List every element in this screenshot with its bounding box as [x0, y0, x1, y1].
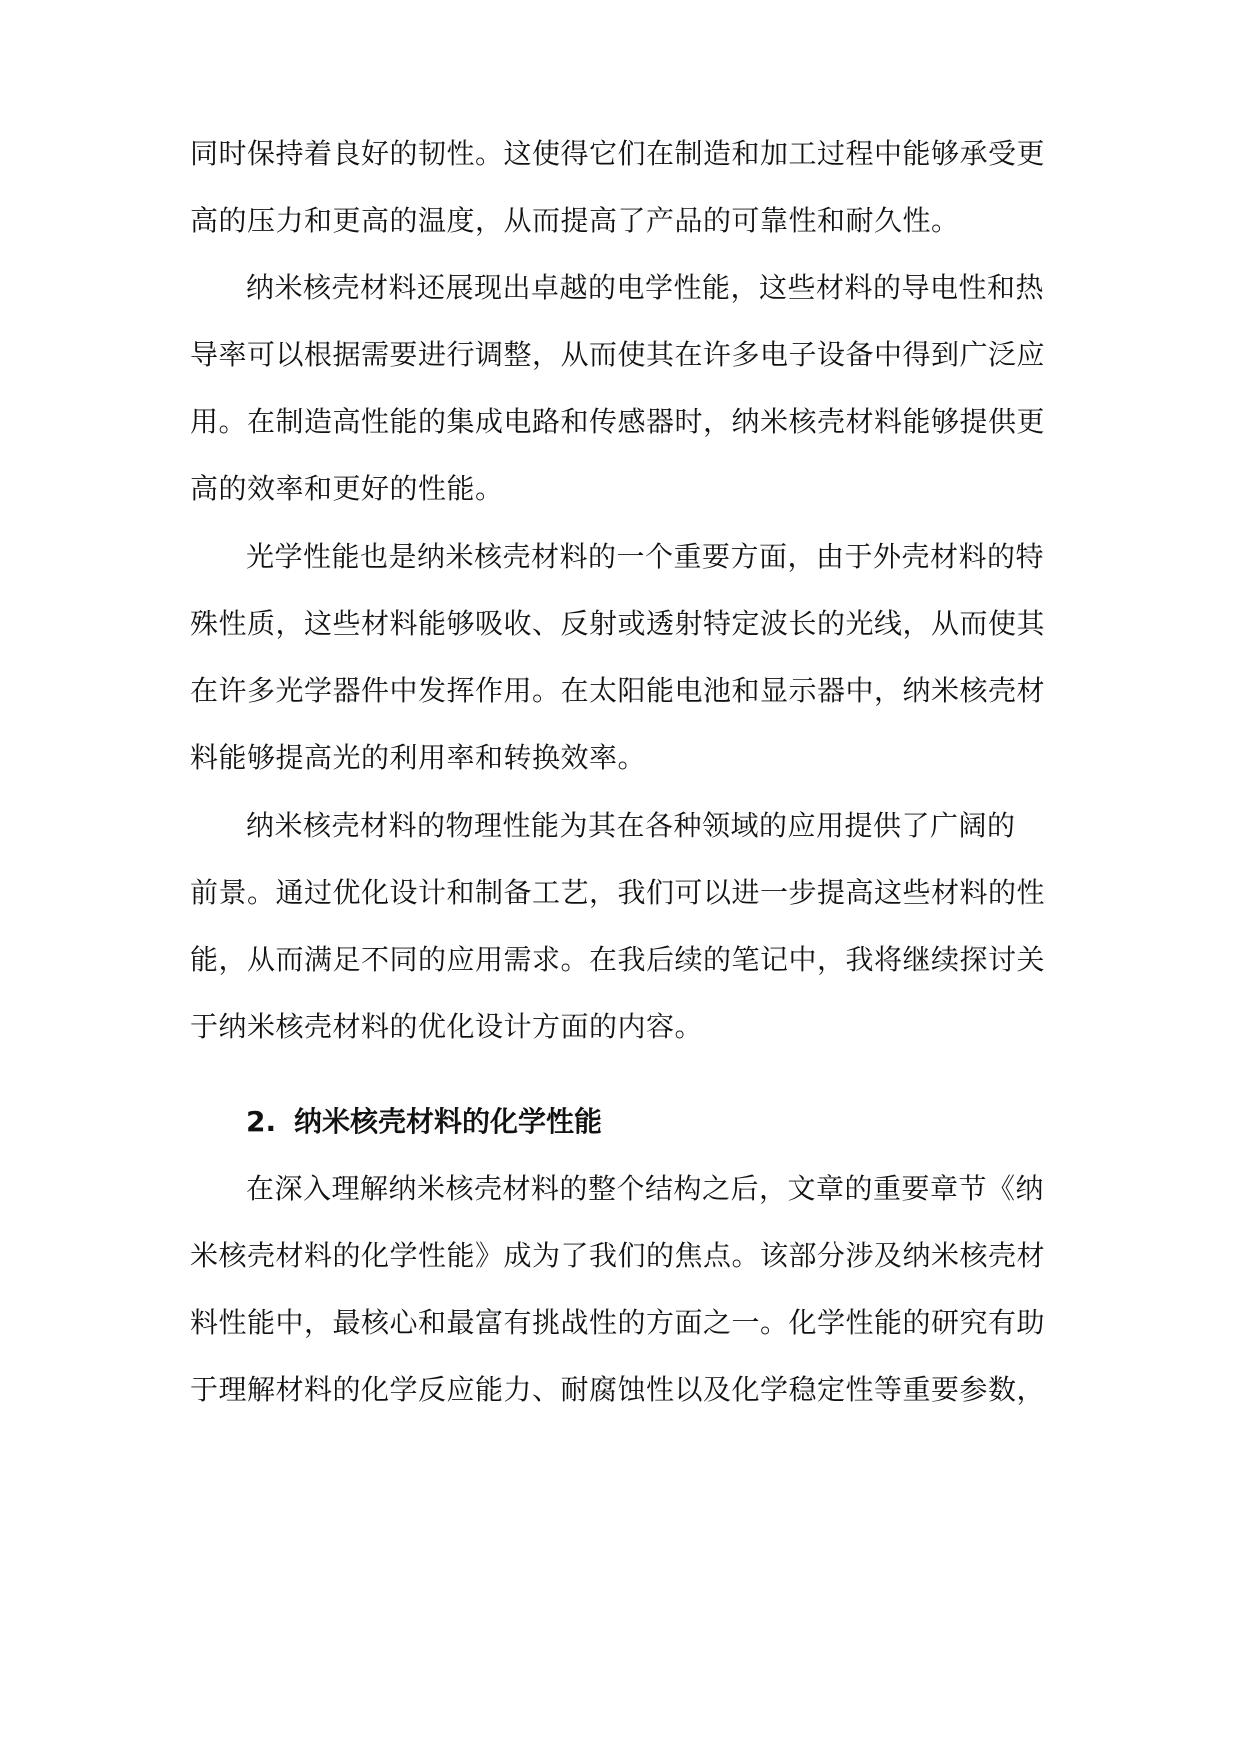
text-line: 高的效率和更好的性能。: [190, 472, 504, 505]
section-heading: [246, 1102, 602, 1142]
text-line: 前景。通过优化设计和制备工艺，我们可以进一步提高这些材料的性: [190, 876, 1046, 909]
text-line: 高的压力和更高的温度，从而提高了产品的可靠性和耐久性。: [190, 204, 960, 237]
text-line: 同时保持着良好的韧性。这使得它们在制造和加工过程中能够承受更: [190, 137, 1046, 170]
section-title: 纳米核壳材料的化学性能: [294, 1105, 603, 1138]
text-line: 殊性质，这些材料能够吸收、反射或透射特定波长的光线，从而使其: [190, 607, 1046, 640]
text-line: 光学性能也是纳米核壳材料的一个重要方面，由于外壳材料的特: [246, 540, 1045, 573]
text-line: 料能够提高光的利用率和转换效率。: [190, 741, 647, 774]
text-line: 于理解材料的化学反应能力、耐腐蚀性以及化学稳定性等重要参数，: [190, 1373, 1046, 1406]
text-line: 于纳米核壳材料的优化设计方面的内容。: [190, 1010, 704, 1043]
section-number: 2.: [246, 1105, 277, 1138]
text-line: 导率可以根据需要进行调整，从而使其在许多电子设备中得到广泛应: [190, 338, 1046, 371]
text-line: 能，从而满足不同的应用需求。在我后续的笔记中，我将继续探讨关: [190, 943, 1046, 976]
text-line: 用。在制造高性能的集成电路和传感器时，纳米核壳材料能够提供更: [190, 405, 1046, 438]
text-line: 在深入理解纳米核壳材料的整个结构之后，文章的重要章节《纳: [246, 1172, 1045, 1205]
text-line: 米核壳材料的化学性能》成为了我们的焦点。该部分涉及纳米核壳材: [190, 1239, 1046, 1272]
text-line: 纳米核壳材料的物理性能为其在各种领域的应用提供了广阔的: [246, 809, 1016, 842]
text-line: 料性能中，最核心和最富有挑战性的方面之一。化学性能的研究有助: [190, 1306, 1046, 1339]
text-line: 在许多光学器件中发挥作用。在太阳能电池和显示器中，纳米核壳材: [190, 674, 1046, 707]
text-line: 纳米核壳材料还展现出卓越的电学性能，这些材料的导电性和热: [246, 271, 1045, 304]
